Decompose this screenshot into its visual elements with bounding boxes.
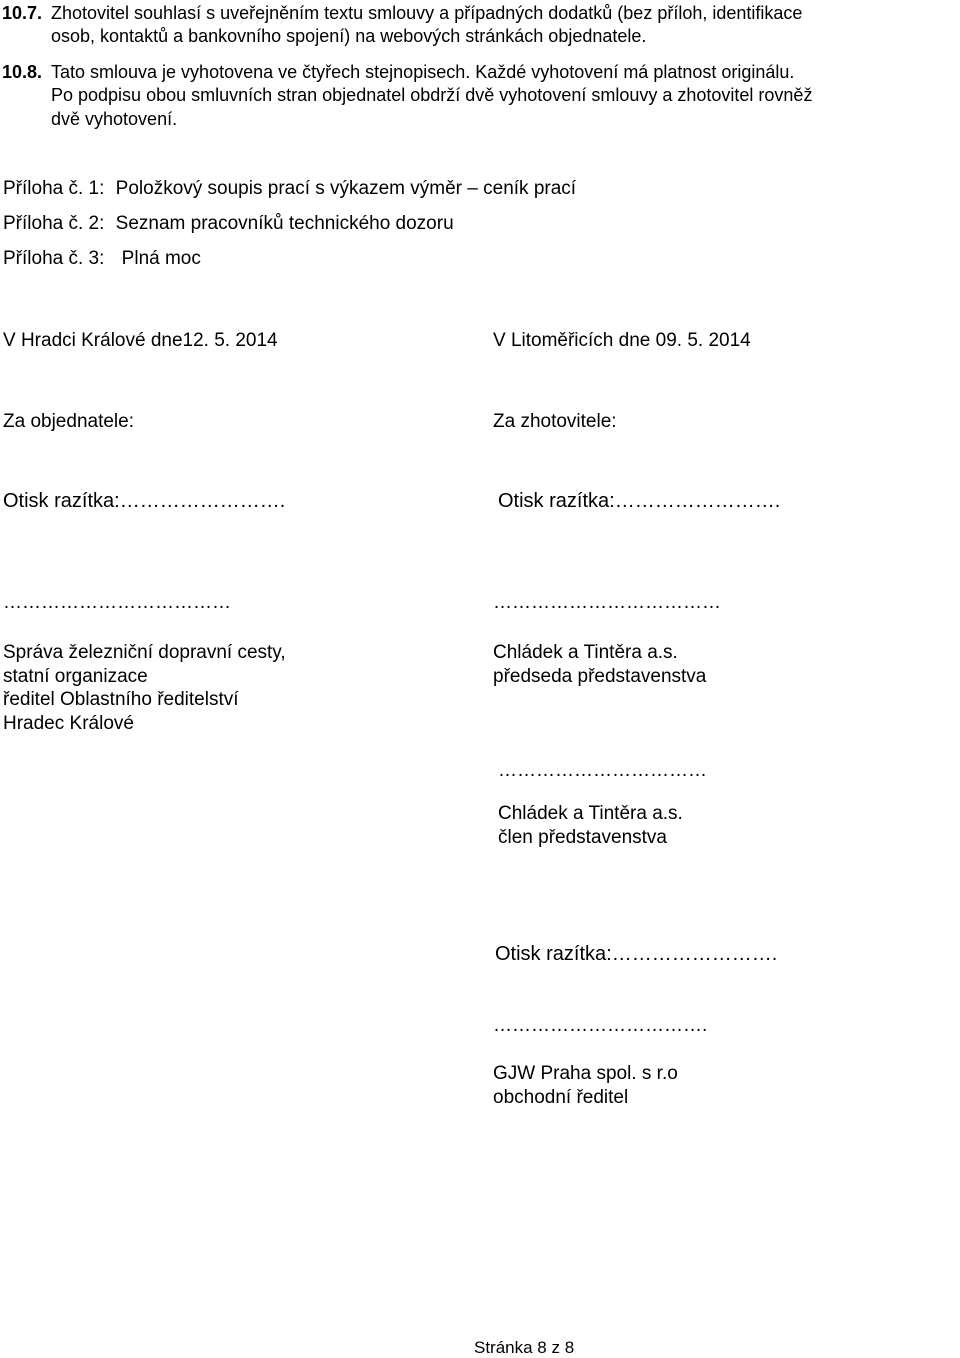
signature-line-second-right: …………………………… <box>498 760 707 781</box>
clause-line: Zhotovitel souhlasí s uveřejněním textu smlouvy a případných dodatků (bez příloh, identifikace <box>51 3 803 23</box>
stamp-third: Otisk razítka:……………………. <box>495 943 778 965</box>
signatory-line: GJW Praha spol. s r.o <box>493 1063 678 1084</box>
signatory-line: člen představenstva <box>498 826 667 848</box>
signatory-line: předseda představenstva <box>493 665 707 687</box>
signatory-right <box>493 641 706 688</box>
attachment-2 <box>3 213 454 235</box>
signatory-line: ředitel Oblastního ředitelství <box>3 689 239 710</box>
clause-line: Tato smlouva je vyhotovena ve čtyřech stejnopisech. Každé vyhotovení má platnost originálu. <box>51 62 795 82</box>
attachment-3 <box>3 248 201 270</box>
signatory-line: Chládek a Tintěra a.s. <box>493 642 678 663</box>
clause-10-8 <box>2 61 958 131</box>
stamp-left: Otisk razítka:……………………. <box>3 490 286 512</box>
signatory-line: statní organizace <box>3 665 148 687</box>
signatory-line: Chládek a Tintěra a.s. <box>498 803 683 824</box>
signature-line-right: ……………………………… <box>493 592 721 613</box>
attachment-1 <box>3 178 576 200</box>
clause-line: Po podpisu obou smluvních stran objednatel obdrží dvě vyhotovení smlouvy a zhotovitel rovněž <box>51 85 813 105</box>
signature-line-third-right: ……………………………. <box>493 1015 708 1036</box>
signatory-line: obchodní ředitel <box>493 1086 629 1108</box>
clause-number: 10.8. <box>2 62 43 82</box>
clause-line: dvě vyhotovení. <box>51 109 178 129</box>
party-left: Za objednatele: <box>3 411 134 432</box>
clause-number: 10.7. <box>2 3 43 23</box>
attachment-label: Příloha č. 3: <box>3 248 105 269</box>
signatory-third-right <box>493 1062 678 1109</box>
page-number: Stránka 8 z 8 <box>474 1338 575 1357</box>
signatory-line: Hradec Králové <box>3 712 134 734</box>
signatory-left <box>3 641 286 735</box>
place-date-left: V Hradci Králové dne12. 5. 2014 <box>3 330 278 351</box>
attachment-label: Příloha č. 1: <box>3 178 105 199</box>
clause-line: osob, kontaktů a bankovního spojení) na webových stránkách objednatele. <box>51 26 647 46</box>
attachment-label: Příloha č. 2: <box>3 213 105 234</box>
signature-line-left: ……………………………… <box>3 592 231 613</box>
clause-10-7 <box>2 2 958 48</box>
attachment-text: Plná moc <box>121 248 201 269</box>
stamp-right: Otisk razítka:……………………. <box>498 490 781 512</box>
attachment-text: Položkový soupis prací s výkazem výměr – ceník prací <box>115 178 577 199</box>
attachment-text: Seznam pracovníků technického dozoru <box>115 213 454 234</box>
place-date-right: V Litoměřicích dne 09. 5. 2014 <box>493 330 751 351</box>
signatory-line: Správa železniční dopravní cesty, <box>3 642 286 663</box>
party-right: Za zhotovitele: <box>493 411 617 432</box>
signatory-second-right <box>498 802 683 849</box>
